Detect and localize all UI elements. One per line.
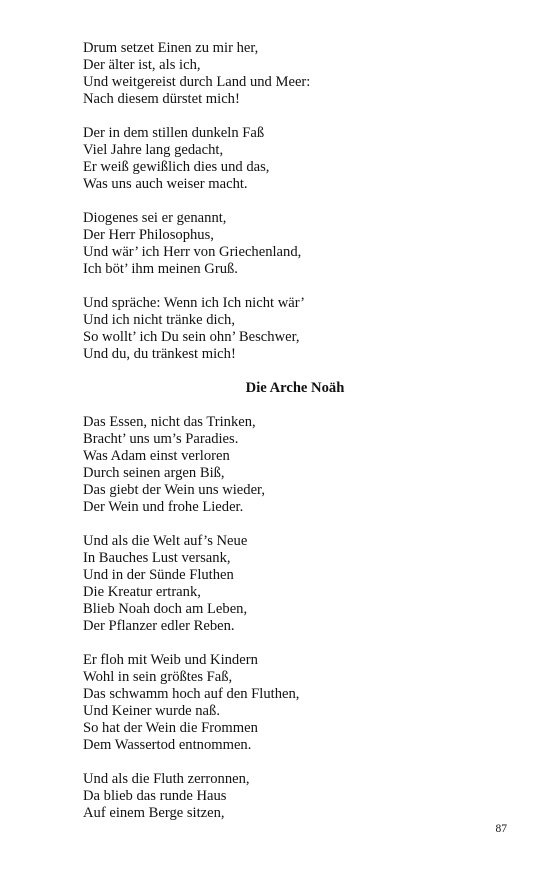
- verse-line: Die Kreatur ertrank,: [83, 584, 201, 600]
- verse-line: Er weiß gewißlich dies und das,: [83, 159, 270, 175]
- poem1-stanza-4: [83, 295, 503, 363]
- verse-line: Nach diesem dürstet mich!: [83, 91, 240, 107]
- verse-line: Blieb Noah doch am Leben,: [83, 601, 248, 617]
- verse-line: Auf einem Berge sitzen,: [83, 805, 225, 821]
- verse-line: Das Essen, nicht das Trinken,: [83, 414, 256, 430]
- verse-line: Der älter ist, als ich,: [83, 57, 201, 73]
- poem-title: Die Arche Noäh: [245, 380, 345, 396]
- poem2-stanza-2: [83, 533, 503, 635]
- verse-line: Und wär’ ich Herr von Griechenland,: [83, 244, 302, 260]
- verse-line: In Bauches Lust versank,: [83, 550, 231, 566]
- poem2-stanza-4: [83, 771, 503, 822]
- verse-line: Und du, du tränkest mich!: [83, 346, 236, 362]
- verse-line: Und spräche: Wenn ich Ich nicht wär’: [83, 295, 305, 311]
- verse-line: Durch seinen argen Biß,: [83, 465, 225, 481]
- stanza-gap: [83, 516, 503, 533]
- verse-line: Wohl in sein größtes Faß,: [83, 669, 233, 685]
- poem1-stanza-1: [83, 40, 503, 108]
- verse-line: Und ich nicht tränke dich,: [83, 312, 235, 328]
- verse-line: Das giebt der Wein uns wieder,: [83, 482, 265, 498]
- page-body: [83, 40, 503, 822]
- verse-line: Und als die Fluth zerronnen,: [83, 771, 250, 787]
- verse-line: Diogenes sei er genannt,: [83, 210, 227, 226]
- verse-line: Da blieb das runde Haus: [83, 788, 227, 804]
- verse-line: Drum setzet Einen zu mir her,: [83, 40, 259, 56]
- stanza-gap: [83, 108, 503, 125]
- verse-line: Der in dem stillen dunkeln Faß: [83, 125, 265, 141]
- stanza-gap: [83, 278, 503, 295]
- verse-line: Der Herr Philosophus,: [83, 227, 214, 243]
- poem1-stanza-3: [83, 210, 503, 278]
- stanza-gap: [83, 193, 503, 210]
- stanza-gap: [83, 754, 503, 771]
- stanza-gap: [83, 397, 503, 414]
- page-number: 87: [495, 823, 507, 835]
- stanza-gap: [83, 363, 503, 380]
- poem2-stanza-1: [83, 414, 503, 516]
- verse-line: Das schwamm hoch auf den Fluthen,: [83, 686, 300, 702]
- verse-line: Dem Wassertod entnommen.: [83, 737, 252, 753]
- verse-line: Und Keiner wurde naß.: [83, 703, 220, 719]
- poem2-stanza-3: [83, 652, 503, 754]
- verse-line: Er floh mit Weib und Kindern: [83, 652, 258, 668]
- verse-line: So hat der Wein die Frommen: [83, 720, 258, 736]
- verse-line: Und weitgereist durch Land und Meer:: [83, 74, 311, 90]
- verse-line: Was Adam einst verloren: [83, 448, 230, 464]
- verse-line: Der Wein und frohe Lieder.: [83, 499, 244, 515]
- verse-line: Und als die Welt auf’s Neue: [83, 533, 248, 549]
- verse-line: Und in der Sünde Fluthen: [83, 567, 234, 583]
- stanza-gap: [83, 635, 503, 652]
- verse-line: Der Pflanzer edler Reben.: [83, 618, 235, 634]
- verse-line: Was uns auch weiser macht.: [83, 176, 248, 192]
- verse-line: Bracht’ uns um’s Paradies.: [83, 431, 239, 447]
- verse-line: Viel Jahre lang gedacht,: [83, 142, 224, 158]
- verse-line: Ich böt’ ihm meinen Gruß.: [83, 261, 238, 277]
- verse-line: So wollt’ ich Du sein ohn’ Beschwer,: [83, 329, 300, 345]
- poem1-stanza-2: [83, 125, 503, 193]
